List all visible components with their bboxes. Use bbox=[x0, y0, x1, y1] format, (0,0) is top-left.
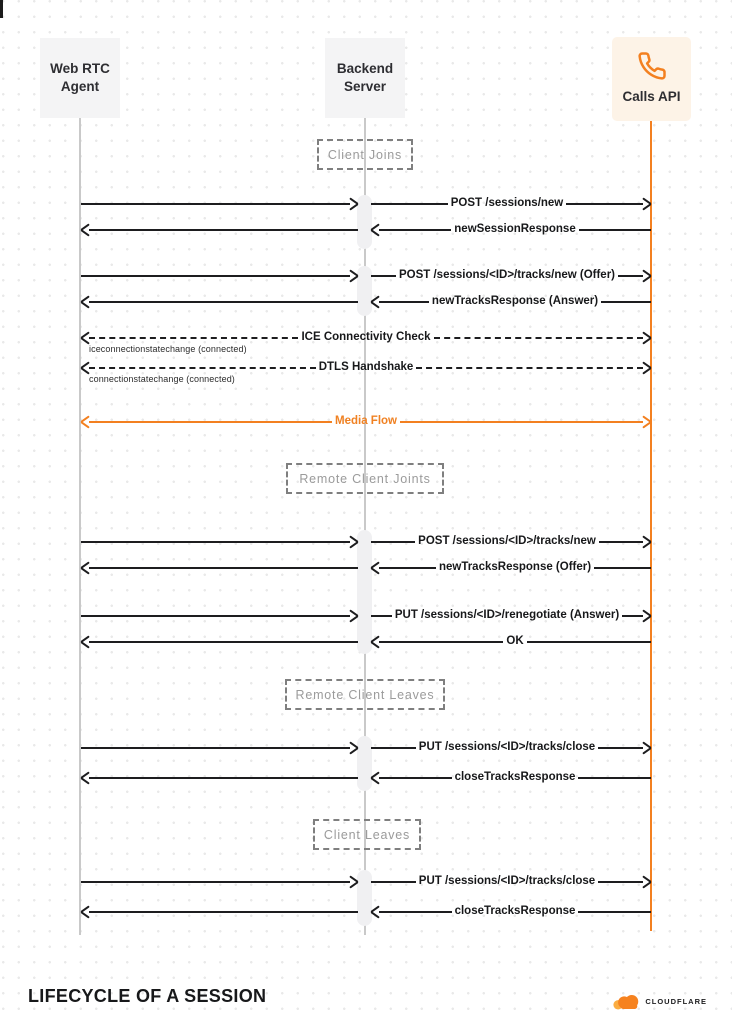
arrowhead-right-icon bbox=[641, 609, 651, 623]
cloudflare-wordmark: CLOUDFLARE bbox=[645, 997, 707, 1006]
arrowhead-right-icon bbox=[641, 269, 651, 283]
arrow-backend-to-agent bbox=[81, 223, 358, 237]
arrow-backend-to-agent bbox=[81, 561, 358, 575]
message-label: closeTracksResponse bbox=[454, 904, 576, 917]
arrowhead-right-icon bbox=[348, 269, 358, 283]
message-line bbox=[89, 911, 358, 913]
message-line bbox=[379, 567, 436, 569]
message-line bbox=[371, 881, 416, 883]
message-line bbox=[81, 747, 350, 749]
arrowhead-left-icon bbox=[371, 771, 381, 785]
message-line bbox=[578, 777, 651, 779]
message-line bbox=[81, 203, 350, 205]
message-line bbox=[89, 229, 358, 231]
arrow-backend-to-agent bbox=[81, 771, 358, 785]
message-label: POST /sessions/new bbox=[450, 196, 564, 209]
arrowhead-left-icon bbox=[81, 771, 91, 785]
message-line bbox=[371, 275, 396, 277]
phase-remote-client-joins bbox=[286, 463, 444, 494]
arrow-close-tracks-response bbox=[371, 905, 651, 919]
message-label: PUT /sessions/<ID>/renegotiate (Answer) bbox=[394, 608, 620, 621]
arrowhead-right-icon bbox=[641, 741, 651, 755]
arrowhead-left-icon bbox=[81, 561, 91, 575]
phase-label: Client Leaves bbox=[323, 827, 411, 842]
arrow-put-renegotiate-answer bbox=[371, 609, 651, 623]
arrow-agent-to-backend bbox=[81, 269, 358, 283]
message-line bbox=[81, 881, 350, 883]
arrow-backend-to-agent bbox=[81, 635, 358, 649]
message-line bbox=[400, 421, 643, 423]
arrow-put-tracks-close bbox=[371, 741, 651, 755]
message-label: closeTracksResponse bbox=[454, 770, 576, 783]
message-line bbox=[81, 615, 350, 617]
arrowhead-right-icon bbox=[641, 361, 651, 375]
message-line bbox=[379, 301, 429, 303]
message-label: Media Flow bbox=[335, 414, 397, 427]
arrowhead-left-icon bbox=[81, 361, 91, 375]
message-line bbox=[89, 641, 358, 643]
arrowhead-right-icon bbox=[348, 535, 358, 549]
message-line bbox=[379, 229, 451, 231]
message-line bbox=[89, 421, 332, 423]
arrow-post-tracks-new-offer bbox=[371, 269, 651, 283]
arrowhead-right-icon bbox=[641, 331, 651, 345]
message-line bbox=[89, 301, 358, 303]
activation-bar bbox=[357, 266, 372, 316]
message-line bbox=[371, 615, 392, 617]
message-line bbox=[89, 367, 316, 369]
arrow-agent-to-backend bbox=[81, 609, 358, 623]
arrow-post-tracks-new bbox=[371, 535, 651, 549]
arrowhead-left-icon bbox=[81, 295, 91, 309]
message-line bbox=[379, 911, 452, 913]
message-label: POST /sessions/<ID>/tracks/new (Offer) bbox=[398, 268, 616, 281]
message-line bbox=[434, 337, 643, 339]
message-line bbox=[579, 229, 651, 231]
activation-bar bbox=[357, 870, 372, 926]
arrow-media-flow bbox=[81, 415, 651, 429]
lifeline-calls-api bbox=[650, 121, 652, 931]
message-line bbox=[379, 777, 452, 779]
phone-icon bbox=[637, 51, 667, 81]
arrowhead-left-icon bbox=[371, 561, 381, 575]
phase-client-leaves bbox=[313, 819, 421, 850]
message-line bbox=[622, 615, 643, 617]
activation-bar bbox=[357, 195, 372, 249]
arrow-ok-response bbox=[371, 635, 651, 649]
arrow-backend-to-agent bbox=[81, 295, 358, 309]
message-line bbox=[81, 541, 350, 543]
phase-client-joins bbox=[317, 139, 413, 170]
actor-label: Backend bbox=[336, 60, 394, 76]
arrowhead-left-icon bbox=[81, 223, 91, 237]
message-line bbox=[598, 747, 643, 749]
message-line bbox=[89, 777, 358, 779]
message-line bbox=[371, 203, 448, 205]
arrow-agent-to-backend bbox=[81, 197, 358, 211]
arrowhead-left-icon bbox=[81, 331, 91, 345]
phase-remote-client-leaves bbox=[285, 679, 445, 710]
page-title: LIFECYCLE OF A SESSION bbox=[28, 986, 267, 1006]
phase-label: Remote Client Leaves bbox=[295, 687, 435, 702]
message-line bbox=[371, 541, 415, 543]
arrow-dtls-handshake bbox=[81, 360, 651, 384]
message-line bbox=[379, 641, 503, 643]
message-sublabel: connectionstatechange (connected) bbox=[89, 374, 235, 384]
message-label: POST /sessions/<ID>/tracks/new bbox=[418, 534, 596, 547]
actor-label: Web RTC bbox=[50, 60, 110, 76]
message-line bbox=[89, 337, 298, 339]
arrowhead-left-icon bbox=[371, 223, 381, 237]
message-line bbox=[578, 911, 651, 913]
arrowhead-left-icon bbox=[81, 415, 91, 429]
arrowhead-right-icon bbox=[641, 875, 651, 889]
actor-label: Server bbox=[343, 79, 387, 94]
arrowhead-right-icon bbox=[348, 875, 358, 889]
arrow-agent-to-backend bbox=[81, 535, 358, 549]
corner-mark bbox=[0, 0, 3, 18]
arrow-backend-to-agent bbox=[81, 905, 358, 919]
message-line bbox=[81, 275, 350, 277]
cloudflare-logo bbox=[612, 993, 707, 1010]
message-label: PUT /sessions/<ID>/tracks/close bbox=[418, 874, 596, 887]
message-sublabel: iceconnectionstatechange (connected) bbox=[89, 344, 247, 354]
arrow-ice-connectivity-check bbox=[81, 330, 651, 354]
message-line bbox=[89, 567, 358, 569]
arrowhead-left-icon bbox=[371, 295, 381, 309]
arrow-new-tracks-response-offer bbox=[371, 561, 651, 575]
phase-label: Remote Client Joints bbox=[299, 471, 431, 486]
arrowhead-right-icon bbox=[641, 415, 651, 429]
message-label: OK bbox=[506, 634, 524, 647]
arrow-post-sessions-new bbox=[371, 197, 651, 211]
message-line bbox=[566, 203, 643, 205]
actor-calls-api bbox=[612, 37, 691, 121]
message-line bbox=[599, 541, 643, 543]
message-line bbox=[601, 301, 651, 303]
message-line bbox=[527, 641, 651, 643]
arrow-close-tracks-response bbox=[371, 771, 651, 785]
message-line bbox=[594, 567, 651, 569]
message-label: newTracksResponse (Answer) bbox=[431, 294, 599, 307]
message-label: newTracksResponse (Offer) bbox=[438, 560, 592, 573]
arrow-agent-to-backend bbox=[81, 741, 358, 755]
arrowhead-left-icon bbox=[371, 635, 381, 649]
arrowhead-left-icon bbox=[81, 635, 91, 649]
activation-bar bbox=[357, 530, 372, 654]
arrow-put-tracks-close bbox=[371, 875, 651, 889]
message-label: DTLS Handshake bbox=[318, 360, 414, 373]
message-line bbox=[618, 275, 643, 277]
arrowhead-right-icon bbox=[348, 609, 358, 623]
arrowhead-right-icon bbox=[348, 741, 358, 755]
message-line bbox=[598, 881, 643, 883]
message-label: PUT /sessions/<ID>/tracks/close bbox=[418, 740, 596, 753]
actor-label: Agent bbox=[60, 79, 100, 94]
message-label: newSessionResponse bbox=[454, 222, 576, 235]
arrowhead-left-icon bbox=[371, 905, 381, 919]
actor-backend-server bbox=[325, 38, 405, 118]
cloudflare-cloud-icon bbox=[612, 993, 642, 1010]
message-line bbox=[416, 367, 643, 369]
arrow-new-tracks-response-answer bbox=[371, 295, 651, 309]
arrowhead-right-icon bbox=[641, 535, 651, 549]
arrow-new-session-response bbox=[371, 223, 651, 237]
arrow-agent-to-backend bbox=[81, 875, 358, 889]
lifeline-web-rtc-agent bbox=[79, 118, 81, 935]
arrowhead-right-icon bbox=[641, 197, 651, 211]
message-line bbox=[371, 747, 416, 749]
arrowhead-right-icon bbox=[348, 197, 358, 211]
arrowhead-left-icon bbox=[81, 905, 91, 919]
message-label: ICE Connectivity Check bbox=[301, 330, 431, 343]
actor-label: Calls API bbox=[622, 89, 681, 105]
activation-bar bbox=[357, 736, 372, 791]
actor-web-rtc-agent bbox=[40, 38, 120, 118]
phase-label: Client Joins bbox=[327, 147, 403, 162]
